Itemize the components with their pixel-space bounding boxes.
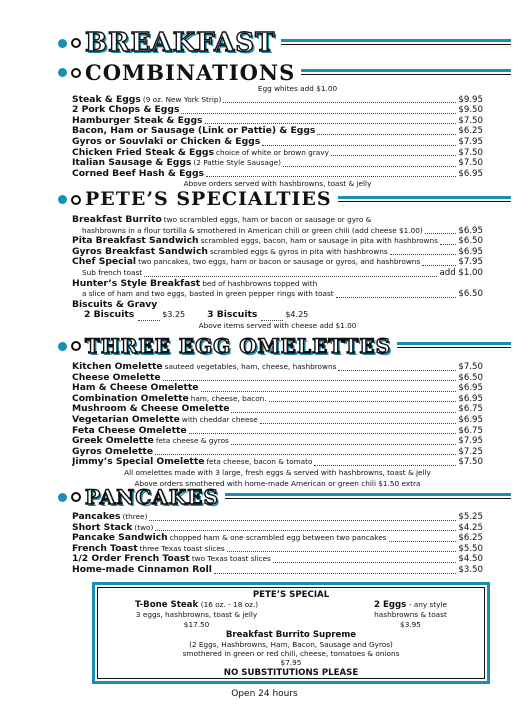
section-note: Egg whites add $1.00 [257,84,338,93]
item-price: $9.95 [458,94,483,105]
item-name: Hamburger Steak & Eggs [72,115,203,126]
item-name: Vegetarian Omelette [72,414,180,425]
item-name: Greek Omelette [72,436,154,447]
item-price: $7.50 [458,115,483,126]
item-desc: three Texas toast slices [139,543,225,553]
bullet-dot-icon [58,68,67,77]
item-name: French Toast [72,543,138,554]
petes-special-box [92,582,490,684]
combinations-list [72,84,483,190]
leader-dots [214,573,457,574]
supreme-name: Breakfast Burrito Supreme [225,630,357,640]
ring-icon [71,68,81,78]
item-name: Steak & Eggs [72,94,141,105]
menu-item [72,447,483,458]
menu-item [72,533,483,544]
leader-dots [227,551,457,552]
item-price: $4.50 [458,554,483,565]
item-desc: with cheddar cheese [181,414,258,424]
leader-dots [223,102,456,103]
item-name: Home-made Cinnamon Roll [72,564,212,575]
item-price: $7.50 [458,158,483,169]
leader-dots [273,562,457,563]
bullet-dot-icon [58,195,67,204]
section-note: Above items served with cheese add $1.00 [198,320,357,330]
supreme-price: $7.95 [280,658,302,667]
leader-dots [440,244,456,245]
breakfast-header [58,30,511,56]
bullet-dot-icon [58,342,67,351]
item-price: $3.50 [458,564,483,575]
section-rule [301,69,511,77]
item-price: $6.50 [458,372,483,383]
section-note: Above orders served with hashbrowns, toast & jelly [183,179,372,189]
item-price: $4.25 [285,310,309,320]
eggs-desc: hashbrowns & toast [374,610,447,619]
bullet-dot-icon [58,39,67,48]
leader-dots [149,520,456,521]
item-name: Pita Breakfast Sandwich [72,236,199,247]
item-price: $7.50 [458,457,483,468]
leader-dots [201,391,457,392]
omelettes-list [72,362,483,489]
item-price: $9.50 [458,105,483,116]
item-desc: (9 oz. New York Strip) [142,94,222,104]
item-name: Hunter’s Style Breakfast [72,278,201,289]
supreme-desc: smothered in green or red chili, cheese, tomatoes & onions [182,649,400,658]
leader-dots [138,320,160,321]
item-name: 2 Biscuits [84,310,135,321]
menu-item [72,236,483,247]
item-desc: two Texas toast slices [191,554,271,564]
item-desc: hashbrowns in a flour tortilla & smothered in American chili or green chili (add cheese $1.00) [82,225,423,235]
menu-item [72,247,483,258]
item-desc: scrambled eggs & gyros in pita with hashbrowns [209,246,388,256]
item-desc: feta cheese, bacon & tomato [206,457,313,467]
leader-dots [155,454,456,455]
page-title: BREAKFAST [85,28,276,58]
item-price: $6.95 [458,393,483,404]
tbone-desc: 3 eggs, hashbrowns, toast & jelly [135,610,258,619]
tbone-price: $17.50 [183,620,210,629]
section-title: PETE’S SPECIALTIES [85,188,332,210]
leader-dots [422,265,456,266]
section-rule [338,196,511,204]
item-price: $6.50 [458,289,483,300]
item-price: $7.50 [458,362,483,372]
menu-item [72,126,483,137]
eggs-name: 2 Eggs [374,600,407,610]
menu-item [72,300,483,311]
item-desc: bed of hashbrowns topped with [202,278,318,288]
item-name: Kitchen Omelette [72,362,163,372]
item-price: $6.95 [458,246,483,257]
item-name: Gyros Breakfast Sandwich [72,246,208,257]
item-name: Gyros Omelette [72,446,154,457]
leader-dots [317,134,456,135]
item-name: Bacon, Ham or Sausage (Link or Pattie) & Eggs [72,126,316,137]
item-price: $6.75 [458,425,483,436]
leader-dots [389,541,457,542]
no-substitutions: NO SUBSTITUTIONS PLEASE [223,668,359,678]
menu-item-continued [72,289,483,300]
specialties-header [58,190,511,209]
item-desc: sauteed vegetables, ham, cheese, hashbrowns [164,362,337,371]
item-name: 1/2 Order French Toast [72,554,190,565]
item-name: Corned Beef Hash & Eggs [72,168,204,179]
leader-dots [144,276,437,277]
item-desc: choice of white or brown gravy [215,147,329,157]
item-price: $6.95 [458,225,483,236]
item-price: $7.25 [458,446,483,457]
menu-item [72,512,483,523]
leader-dots [338,370,456,371]
combinations-header [58,62,511,83]
menu-item [72,362,483,373]
leader-dots [390,254,457,255]
item-desc: chopped ham & one scrambled egg between two pancakes [169,533,387,543]
leader-dots [163,380,457,381]
leader-dots [181,113,456,114]
pancakes-list [72,512,483,576]
menu-item [72,523,483,534]
ring-icon [71,195,81,205]
menu-item [72,169,483,180]
item-name: Pancakes [72,512,121,522]
item-name: Short Stack [72,522,133,533]
item-desc: two pancakes, two eggs, ham or bacon or sausage or gyros, and hashbrowns [138,257,421,267]
menu-item-continued [72,226,483,237]
specialties-list [72,215,483,332]
leader-dots [231,412,456,413]
leader-dots [314,465,456,466]
item-price: $6.75 [458,404,483,415]
menu-item [72,215,483,226]
leader-dots [336,297,457,298]
item-price: $7.95 [458,257,483,268]
item-name: Feta Cheese Omelette [72,425,187,436]
leader-dots [155,530,456,531]
menu-item [72,137,483,148]
section-note: All omelettes made with 3 large, fresh eggs & served with hashbrowns, toast & jelly [124,467,431,477]
item-name: Combination Omelette [72,393,189,404]
ring-icon [71,341,81,351]
item-price: $6.95 [458,168,483,179]
menu-item [72,373,483,384]
item-desc: ham, cheese, bacon. [190,393,267,403]
item-price: $5.50 [458,543,483,554]
item-price: $6.95 [458,414,483,425]
tbone-name: T-Bone Steak [135,600,199,610]
leader-dots [262,145,456,146]
item-price: $7.95 [458,136,483,147]
item-price: $4.25 [458,522,483,533]
leader-dots [206,176,456,177]
menu-item [72,457,483,468]
item-price: $6.25 [458,533,483,544]
item-price: add $1.00 [439,267,483,278]
item-desc: two scrambled eggs, ham or bacon or sausage or gyro & [163,215,372,224]
item-price: $3.25 [162,310,186,320]
leader-dots [231,444,457,445]
item-name: 2 Pork Chops & Eggs [72,105,180,116]
two-eggs-block [374,600,447,630]
item-price: $6.95 [458,383,483,394]
section-title: THREE EGG OMELETTES [85,334,392,358]
leader-dots [331,155,456,156]
item-name: Chicken Fried Steak & Eggs [72,147,214,158]
item-price: $7.50 [458,147,483,158]
menu-item [72,158,483,169]
item-name: Gyros or Souvlaki or Chicken & Eggs [72,136,261,147]
menu-item [72,394,483,405]
section-title: COMBINATIONS [85,60,296,85]
leader-dots [283,166,456,167]
menu-item-continued [72,268,483,279]
item-name: Italian Sausage & Eggs [72,158,192,169]
menu-item [72,257,483,268]
item-desc: Sub french toast [82,267,143,277]
section-title: PANCAKES [85,485,219,509]
menu-item [72,404,483,415]
menu-item [72,544,483,555]
tbone-size: (16 oz. - 18 oz.) [200,600,259,609]
menu-item [72,426,483,437]
menu-item [72,383,483,394]
item-desc: (three) [122,512,148,521]
item-name: Chef Special [72,257,137,268]
section-note: Above orders smothered with home-made American or green chili $1.50 extra [134,478,421,488]
item-name: Biscuits & Gravy [72,299,158,310]
leader-dots [425,233,457,234]
item-name: Jimmy’s Special Omelette [72,457,205,468]
item-name: Pancake Sandwich [72,533,168,544]
item-price: $6.25 [458,126,483,137]
item-name: Ham & Cheese Omelette [72,383,199,394]
ring-icon [71,492,81,502]
menu-item [72,148,483,159]
menu-item [72,95,483,106]
hours-footer: Open 24 hours [231,689,298,699]
special-box-title: PETE’S SPECIAL [252,590,330,600]
menu-item [72,436,483,447]
item-price: $7.95 [458,436,483,447]
item-price: $5.25 [458,512,483,522]
omelettes-header [58,336,511,356]
leader-dots [205,123,457,124]
menu-item [72,554,483,565]
tbone-block [135,600,258,630]
menu-item [72,279,483,290]
section-rule [397,342,511,350]
biscuit-options [72,310,483,321]
item-name: Breakfast Burrito [72,215,162,225]
pancakes-header [58,487,511,507]
item-name: 3 Biscuits [207,310,258,321]
ring-icon [71,38,81,48]
item-name: Cheese Omelette [72,372,161,383]
menu-item [72,565,483,576]
menu-item [72,105,483,116]
eggs-desc: - any style [408,600,447,609]
leader-dots [189,433,457,434]
menu-item [72,116,483,127]
leader-dots [260,423,457,424]
item-name: Mushroom & Cheese Omelette [72,404,230,415]
eggs-price: $3.95 [400,620,421,629]
item-desc: a slice of ham and two eggs, basted in green pepper rings with toast [82,289,334,299]
item-desc: scrambled eggs, bacon, ham or sausage in pita with hashbrowns [200,236,438,246]
title-rule [281,39,511,47]
item-desc: (two) [134,522,154,532]
item-price: $6.50 [458,236,483,247]
bullet-dot-icon [58,493,67,502]
section-rule [225,493,511,501]
item-desc: feta cheese & gyros [155,436,229,446]
leader-dots [269,401,457,402]
supreme-desc: (2 Eggs, Hashbrowns, Ham, Bacon, Sausage and Gyros) [189,640,393,649]
item-desc: (2 Pattie Style Sausage) [193,158,281,168]
menu-item [72,415,483,426]
